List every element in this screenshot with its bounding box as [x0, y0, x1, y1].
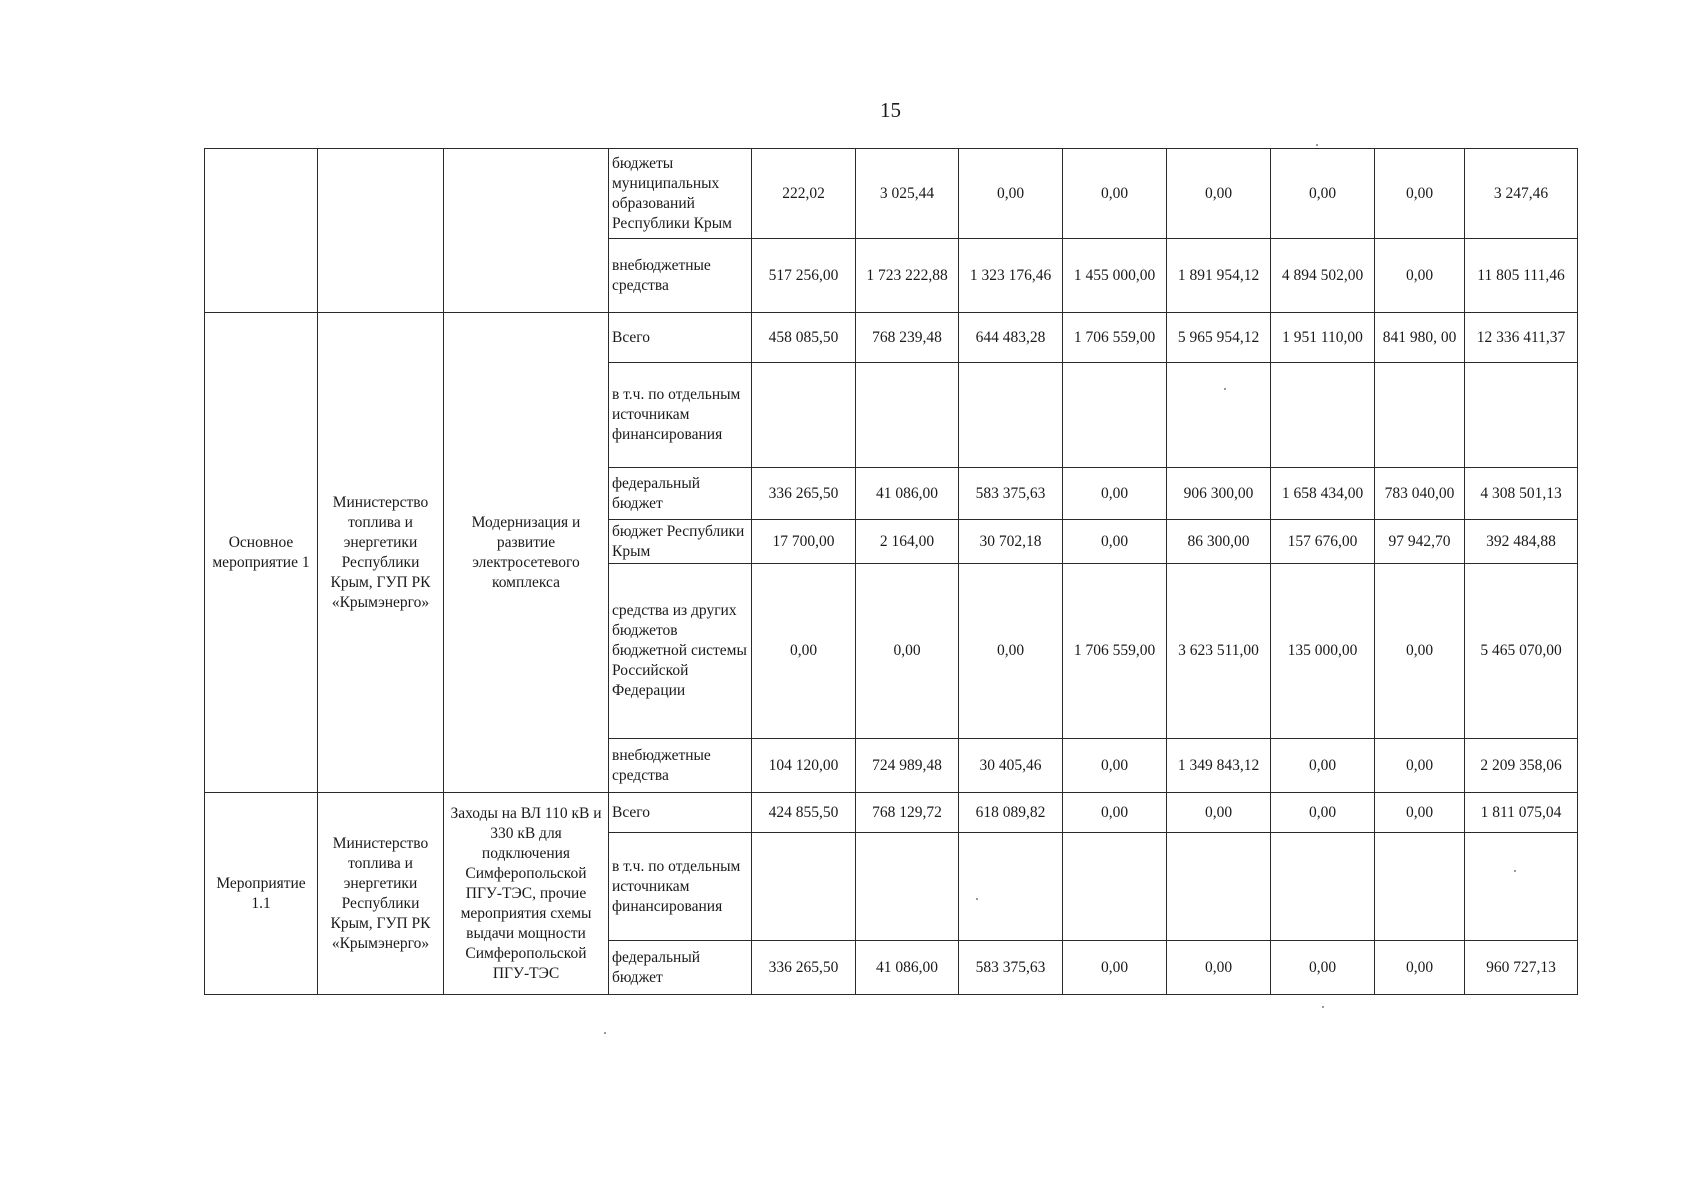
value-cell: 0,00: [1271, 739, 1375, 793]
executor-cell: [318, 149, 444, 313]
value-cell: [1063, 833, 1167, 941]
value-cell: [1375, 833, 1465, 941]
value-cell: 517 256,00: [752, 239, 856, 313]
funding-source: внебюджетные средства: [609, 239, 752, 313]
value-cell: 157 676,00: [1271, 520, 1375, 564]
value-cell: 0,00: [1375, 239, 1465, 313]
executor-cell: Министерство топлива и энергетики Республики Крым, ГУП РК «Крымэнерго»: [318, 313, 444, 793]
value-cell: 906 300,00: [1167, 468, 1271, 520]
value-cell: 1 951 110,00: [1271, 313, 1375, 363]
value-cell: 0,00: [752, 564, 856, 739]
value-cell: 5 965 954,12: [1167, 313, 1271, 363]
funding-source: средства из других бюджетов бюджетной системы Российской Федерации: [609, 564, 752, 739]
event-name-cell: [205, 149, 318, 313]
funding-source: в т.ч. по отдельным источникам финансирования: [609, 833, 752, 941]
value-cell: 336 265,50: [752, 468, 856, 520]
value-cell: 0,00: [1375, 793, 1465, 833]
scan-speck: [1514, 870, 1516, 872]
value-cell: [1063, 363, 1167, 468]
value-cell: 0,00: [959, 149, 1063, 239]
value-cell: 86 300,00: [1167, 520, 1271, 564]
value-cell: 0,00: [1375, 739, 1465, 793]
value-cell: [752, 363, 856, 468]
funding-source: федеральный бюджет: [609, 941, 752, 995]
table-row: [205, 313, 1578, 363]
value-cell: 1 706 559,00: [1063, 313, 1167, 363]
value-cell: 97 942,70: [1375, 520, 1465, 564]
value-cell: 1 723 222,88: [856, 239, 959, 313]
value-cell: 41 086,00: [856, 468, 959, 520]
scan-speck: [1322, 1006, 1324, 1008]
value-cell: 0,00: [1063, 520, 1167, 564]
value-cell: 0,00: [1167, 149, 1271, 239]
value-cell: 4 894 502,00: [1271, 239, 1375, 313]
value-cell: [1271, 363, 1375, 468]
value-cell: 0,00: [1063, 793, 1167, 833]
total-cell: 3 247,46: [1465, 149, 1578, 239]
total-cell: 1 811 075,04: [1465, 793, 1578, 833]
scan-speck: [1224, 388, 1226, 390]
value-cell: 1 891 954,12: [1167, 239, 1271, 313]
value-cell: 1 323 176,46: [959, 239, 1063, 313]
scan-speck: [604, 1032, 606, 1034]
scan-speck: [976, 898, 978, 900]
value-cell: 222,02: [752, 149, 856, 239]
value-cell: 135 000,00: [1271, 564, 1375, 739]
funding-source: в т.ч. по отдельным источникам финансирования: [609, 363, 752, 468]
value-cell: [752, 833, 856, 941]
funding-source: федеральный бюджет: [609, 468, 752, 520]
event-name-cell: Мероприятие 1.1: [205, 793, 318, 995]
total-cell: 11 805 111,46: [1465, 239, 1578, 313]
value-cell: 0,00: [1375, 564, 1465, 739]
value-cell: [1375, 363, 1465, 468]
total-cell: 960 727,13: [1465, 941, 1578, 995]
value-cell: 1 658 434,00: [1271, 468, 1375, 520]
value-cell: 0,00: [1375, 149, 1465, 239]
value-cell: 644 483,28: [959, 313, 1063, 363]
value-cell: 1 455 000,00: [1063, 239, 1167, 313]
value-cell: 3 025,44: [856, 149, 959, 239]
value-cell: 0,00: [856, 564, 959, 739]
value-cell: 17 700,00: [752, 520, 856, 564]
description-cell: Заходы на ВЛ 110 кВ и 330 кВ для подключения Симферопольской ПГУ-ТЭС, прочие мероприятия схемы выдачи мощности Симферопольской ПГУ-ТЭС: [444, 793, 609, 995]
total-cell: 392 484,88: [1465, 520, 1578, 564]
value-cell: [1167, 363, 1271, 468]
value-cell: 0,00: [1375, 941, 1465, 995]
value-cell: [1167, 833, 1271, 941]
executor-cell: Министерство топлива и энергетики Республики Крым, ГУП РК «Крымэнерго»: [318, 793, 444, 995]
value-cell: 768 129,72: [856, 793, 959, 833]
value-cell: 841 980, 00: [1375, 313, 1465, 363]
event-name-cell: Основное мероприятие 1: [205, 313, 318, 793]
value-cell: 583 375,63: [959, 468, 1063, 520]
funding-source: внебюджетные средства: [609, 739, 752, 793]
scan-speck: [1316, 144, 1318, 146]
value-cell: 768 239,48: [856, 313, 959, 363]
funding-source: Всего: [609, 313, 752, 363]
total-cell: [1465, 833, 1578, 941]
value-cell: [959, 363, 1063, 468]
value-cell: 0,00: [1271, 793, 1375, 833]
value-cell: 583 375,63: [959, 941, 1063, 995]
value-cell: 104 120,00: [752, 739, 856, 793]
description-cell: Модернизация и развитие электросетевого комплекса: [444, 313, 609, 793]
value-cell: 618 089,82: [959, 793, 1063, 833]
total-cell: 12 336 411,37: [1465, 313, 1578, 363]
value-cell: [1271, 833, 1375, 941]
value-cell: 2 164,00: [856, 520, 959, 564]
value-cell: 1 349 843,12: [1167, 739, 1271, 793]
value-cell: 0,00: [1063, 941, 1167, 995]
value-cell: 30 405,46: [959, 739, 1063, 793]
value-cell: 41 086,00: [856, 941, 959, 995]
value-cell: 0,00: [1271, 149, 1375, 239]
funding-source: бюджеты муниципальных образований Республики Крым: [609, 149, 752, 239]
value-cell: 1 706 559,00: [1063, 564, 1167, 739]
table-row: [205, 793, 1578, 833]
value-cell: 3 623 511,00: [1167, 564, 1271, 739]
funding-source: бюджет Республики Крым: [609, 520, 752, 564]
value-cell: [959, 833, 1063, 941]
value-cell: 0,00: [1063, 149, 1167, 239]
value-cell: 0,00: [1063, 468, 1167, 520]
value-cell: [856, 833, 959, 941]
total-cell: [1465, 363, 1578, 468]
total-cell: 2 209 358,06: [1465, 739, 1578, 793]
value-cell: [856, 363, 959, 468]
page-number: 15: [880, 98, 901, 122]
value-cell: 0,00: [959, 564, 1063, 739]
value-cell: 0,00: [1167, 793, 1271, 833]
value-cell: 30 702,18: [959, 520, 1063, 564]
value-cell: 783 040,00: [1375, 468, 1465, 520]
value-cell: 0,00: [1271, 941, 1375, 995]
total-cell: 5 465 070,00: [1465, 564, 1578, 739]
value-cell: 458 085,50: [752, 313, 856, 363]
funding-source: Всего: [609, 793, 752, 833]
value-cell: 724 989,48: [856, 739, 959, 793]
financing-table: [204, 148, 1578, 995]
value-cell: 0,00: [1167, 941, 1271, 995]
table-row: [205, 149, 1578, 239]
value-cell: 336 265,50: [752, 941, 856, 995]
value-cell: 424 855,50: [752, 793, 856, 833]
total-cell: 4 308 501,13: [1465, 468, 1578, 520]
value-cell: 0,00: [1063, 739, 1167, 793]
description-cell: [444, 149, 609, 313]
